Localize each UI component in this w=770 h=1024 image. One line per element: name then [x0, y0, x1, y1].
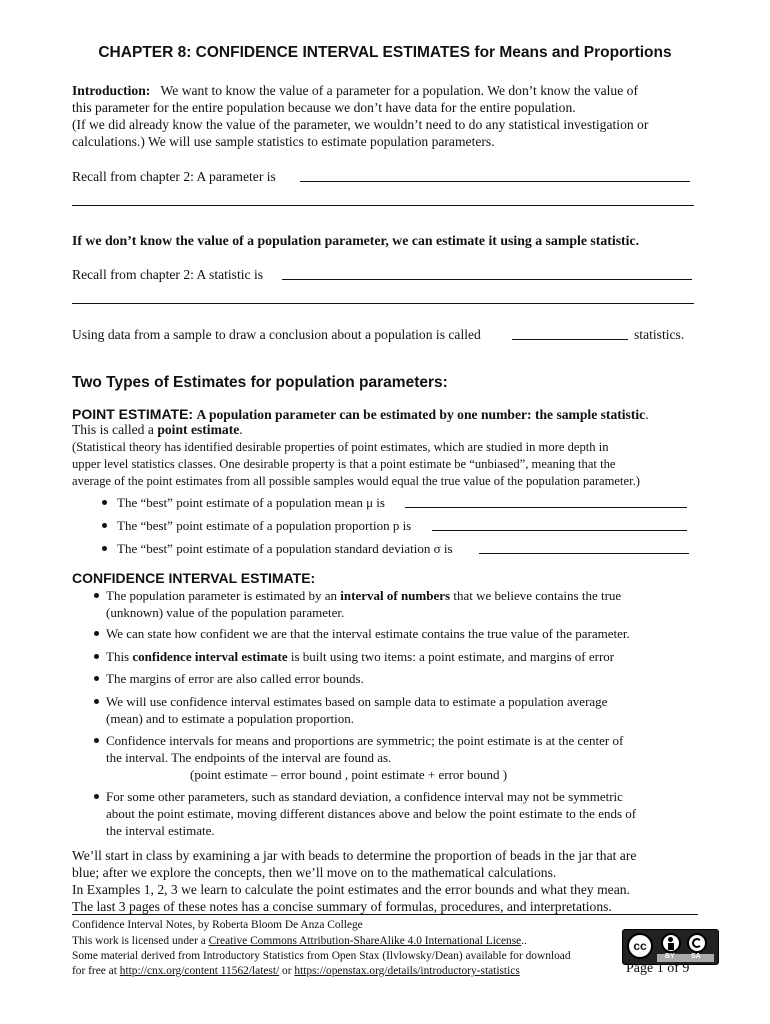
ci-bullet-7b: about the point estimate, moving different distances above and below the point estimate to the ends of — [106, 806, 637, 821]
bullet-dot — [102, 546, 107, 551]
closing-line-1: We’ll start in class by examining a jar with beads to determine the proportion of beads in the jar that are — [72, 848, 637, 863]
ci-bullet-2: We can state how confident we are that the interval estimate contains the true value of the parameter. — [106, 626, 630, 641]
closing-line-4: The last 3 pages of these notes has a concise summary of formulas, procedures, and interpretations. — [72, 899, 612, 914]
point-estimate-line: POINT ESTIMATE: A population parameter can be estimated by one number: the sample statistic. — [72, 406, 649, 422]
point-note-3: average of the point estimates from all possible samples would equal the true value of the population parameter.) — [72, 474, 640, 488]
footer-links: for free at http://cnx.org/content 11562/latest/ or https://openstax.org/details/introductory-statistics — [72, 965, 520, 977]
intro-line-3: (If we did already know the value of the parameter, we wouldn’t need to do any statistical investigation or — [72, 117, 649, 132]
point-estimate-label: POINT ESTIMATE: — [72, 406, 194, 422]
statistic-blank — [282, 279, 692, 280]
intro-line-1: Introduction: We want to know the value of a parameter for a population. We don’t know the value of — [72, 83, 638, 98]
point-estimate-called: This is called a point estimate. — [72, 422, 243, 437]
statistic-blank-line-2 — [72, 303, 694, 304]
bullet-dot — [94, 676, 99, 681]
point-bullet-proportion: The “best” point estimate of a population proportion p is — [117, 518, 412, 533]
point-bullet-mean: The “best” point estimate of a population mean μ is — [117, 495, 385, 510]
ci-bullet-7c: the interval estimate. — [106, 823, 215, 838]
bullet-dot — [94, 593, 99, 598]
attribution-icon — [661, 933, 681, 953]
intro-line-4: calculations.) We will use sample statistics to estimate population parameters. — [72, 134, 495, 149]
ci-heading: CONFIDENCE INTERVAL ESTIMATE: — [72, 570, 316, 586]
inferential-post: statistics. — [634, 327, 685, 342]
license-link[interactable]: Creative Commons Attribution-ShareAlike 4.0 International License — [208, 935, 522, 947]
sd-blank — [479, 553, 689, 554]
ci-bullet-1a: The population parameter is estimated by an interval of numbers that we believe contains the true — [106, 588, 622, 603]
closing-line-2: blue; after we explore the concepts, then we’ll move on to the mathematical calculations. — [72, 865, 557, 880]
point-note-1: (Statistical theory has identified desirable properties of point estimates, which are studied in more depth in — [72, 440, 609, 454]
ci-bullet-5a: We will use confidence interval estimates based on sample data to estimate a population average — [106, 694, 608, 709]
parameter-blank — [300, 181, 690, 182]
ci-bullet-1b: (unknown) value of the population parameter. — [106, 605, 345, 620]
page-title: CHAPTER 8: CONFIDENCE INTERVAL ESTIMATES for Means and Proportions — [98, 44, 672, 61]
ci-bullet-7a: For some other parameters, such as standard deviation, a confidence interval may not be symmetric — [106, 789, 623, 804]
bullet-dot — [102, 523, 107, 528]
bullet-dot — [94, 738, 99, 743]
proportion-blank — [432, 530, 687, 531]
parameter-blank-line-2 — [72, 205, 694, 206]
bullet-dot — [94, 699, 99, 704]
cc-icon: cc — [627, 933, 653, 959]
by-label: BY — [665, 953, 675, 960]
cnx-link[interactable]: http://cnx.org/content 11562/latest/ — [119, 965, 280, 977]
mean-blank — [405, 507, 687, 508]
recall-statistic-line: Recall from chapter 2: A statistic is — [72, 267, 264, 282]
footer-license: This work is licensed under a Creative Commons Attribution-ShareAlike 4.0 International License.. — [72, 935, 527, 947]
closing-line-3: In Examples 1, 2, 3 we learn to calculate the point estimates and the error bounds and what they mean. — [72, 882, 630, 897]
ci-bullet-3: This confidence interval estimate is built using two items: a point estimate, and margins of error — [106, 649, 615, 664]
ci-bullet-4: The margins of error are also called error bounds. — [106, 671, 364, 686]
intro-label: Introduction: — [72, 83, 151, 98]
footer-source: Some material derived from Introductory Statistics from Open Stax (Ilvlowsky/Dean) available for download — [72, 950, 571, 962]
inferential-blank — [512, 339, 628, 340]
bullet-dot — [102, 500, 107, 505]
recall-parameter-line: Recall from chapter 2: A parameter is — [72, 169, 276, 184]
ci-bullet-5b: (mean) and to estimate a population proportion. — [106, 711, 355, 726]
sa-label: SA — [691, 953, 701, 960]
point-note-2: upper level statistics classes. One desirable property is that a point estimate be “unbiased”, meaning that the — [72, 457, 616, 471]
intro-line-2: this parameter for the entire population because we don’t have data for the entire population. — [72, 100, 576, 115]
page-number: Page 1 of 9 — [626, 961, 690, 976]
bold-statement: If we don’t know the value of a population parameter, we can estimate it using a sample statistic. — [72, 233, 640, 248]
footer-author: Confidence Interval Notes, by Roberta Bloom De Anza College — [72, 919, 363, 931]
bullet-dot — [94, 631, 99, 636]
footer-divider — [72, 914, 698, 915]
ci-bullet-6b: the interval. The endpoints of the interval are found as. — [106, 750, 392, 765]
openstax-link[interactable]: https://openstax.org/details/introductory-statistics — [294, 965, 520, 977]
ci-bullet-6a: Confidence intervals for means and proportions are symmetric; the point estimate is at the center of — [106, 733, 624, 748]
point-bullet-sd: The “best” point estimate of a population standard deviation σ is — [117, 541, 453, 556]
creative-commons-badge — [622, 929, 719, 965]
inferential-line: Using data from a sample to draw a conclusion about a population is called — [72, 327, 481, 342]
bullet-dot — [94, 654, 99, 659]
ci-formula: (point estimate – error bound , point estimate + error bound ) — [190, 767, 508, 782]
bullet-dot — [94, 794, 99, 799]
two-types-heading: Two Types of Estimates for population parameters: — [72, 374, 448, 391]
share-alike-icon — [687, 933, 707, 953]
